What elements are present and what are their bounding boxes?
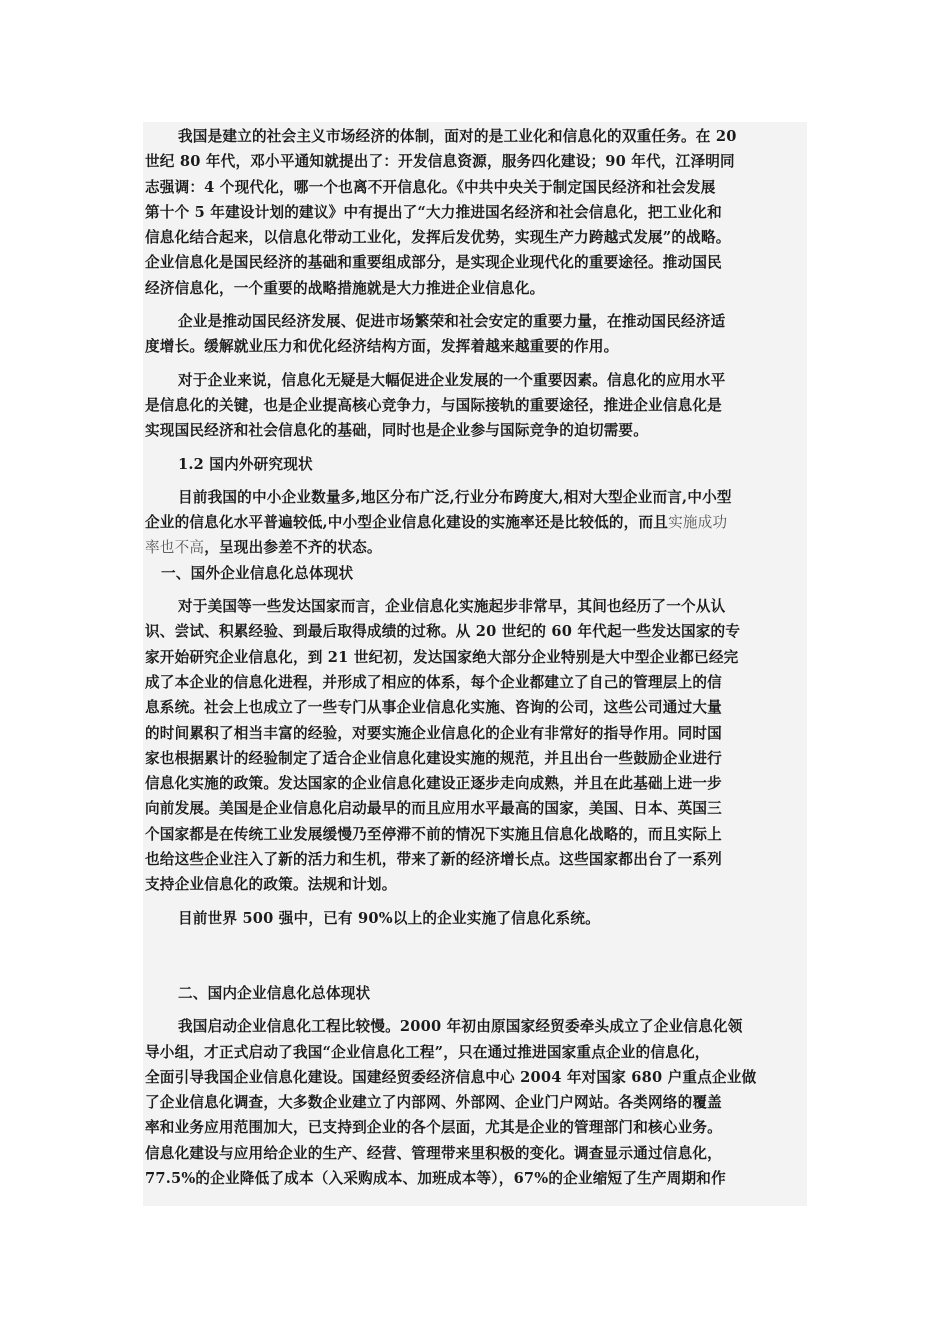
- text-span-gray: 实施成功: [668, 514, 728, 532]
- text-line: 息系统。社会上也成立了一些专门从事企业信息化实施、咨询的公司，这些公司通过大量: [145, 699, 722, 717]
- section-heading-1-2: 1.2 国内外研究现状: [178, 455, 313, 473]
- text-line: 我国是建立的社会主义市场经济的体制，面对的是工业化和信息化的双重任务。在 20: [178, 128, 737, 145]
- text-line: 企业信息化是国民经济的基础和重要组成部分，是实现企业现代化的重要途径。推动国民: [145, 254, 722, 272]
- text-line: 个国家都是在传统工业发展缓慢乃至停滞不前的情况下实施且信息化战略的，而且实际上: [145, 825, 722, 843]
- paragraph-enterprise-role: [145, 309, 807, 360]
- text-line: 第十个 5 年建设计划的建议》中有提出了“大力推进国名经济和社会信息化，把工业化和: [145, 203, 722, 221]
- paragraph-domestic-status: [145, 1014, 807, 1191]
- text-line: 向前发展。美国是企业信息化启动最早的而且应用水平最高的国家，美国、日本、英国三: [145, 800, 722, 818]
- text-line: 家开始研究企业信息化，到 21 世纪初，发达国家绝大部分企业特别是大中型企业都已经完: [145, 648, 739, 666]
- text-line: [145, 535, 807, 560]
- text-line: 支持企业信息化的政策。法规和计划。: [145, 876, 397, 894]
- text-line: 信息化实施的政策。发达国家的企业信息化建设正逐步走向成熟，并且在此基础上进一步: [145, 775, 722, 793]
- paragraph-foreign-status: [145, 594, 807, 898]
- text-line: 对于企业来说，信息化无疑是大幅促进企业发展的一个重要因素。信息化的应用水平: [178, 371, 726, 389]
- section-heading-foreign: 一、国外企业信息化总体现状: [161, 564, 354, 582]
- text-line: 世纪 80 年代，邓小平通知就提出了：开发信息资源，服务四化建设；90 年代，江泽明同: [145, 153, 735, 171]
- text-line: 识、尝试、积累经验、到最后取得成绩的过称。从 20 世纪的 60 年代起一些发达国家的专: [145, 623, 741, 641]
- paragraph-informatization-importance: [145, 368, 807, 444]
- text-line: 全面引导我国企业信息化建设。国建经贸委经济信息中心 2004 年对国家 680 户重点企业做: [145, 1068, 757, 1086]
- text-span: ，呈现出参差不齐的状态。: [204, 539, 382, 557]
- text-line: 度增长。缓解就业压力和优化经济结构方面，发挥着越来越重要的作用。: [145, 338, 619, 356]
- text-line: 信息化结合起来，以信息化带动工业化，发挥后发优势，实现生产力跨越式发展”的战略。: [145, 229, 731, 247]
- text-line: 成了本企业的信息化进程，并形成了相应的体系，每个企业都建立了自己的管理层上的信: [145, 673, 722, 691]
- section-heading-domestic: 二、国内企业信息化总体现状: [178, 984, 371, 1002]
- text-line: 是信息化的关键，也是企业提高核心竞争力，与国际接轨的重要途径，推进企业信息化是: [145, 396, 722, 414]
- text-line: 目前我国的中小企业数量多,地区分布广泛,行业分布跨度大,相对大型企业而言,中小型: [178, 488, 732, 506]
- text-line: 经济信息化，一个重要的战略措施就是大力推进企业信息化。: [145, 279, 545, 297]
- text-span: 企业的信息化水平普遍较低,中小型企业信息化建设的实施率还是比较低的，而且: [145, 514, 669, 532]
- text-line: [145, 510, 807, 535]
- text-span-gray: 率也不高: [145, 539, 205, 557]
- text-line: 77.5%的企业降低了成本（入采购成本、加班成本等），67%的企业缩短了生产周期和作: [145, 1169, 726, 1187]
- text-line: 对于美国等一些发达国家而言，企业信息化实施起步非常早，其间也经历了一个从认: [178, 598, 726, 616]
- text-line: 家也根据累计的经验制定了适合企业信息化建设实施的规范，并且出台一些鼓励企业进行: [145, 749, 722, 767]
- text-line: 也给这些企业注入了新的活力和生机，带来了新的经济增长点。这些国家都出台了一系列: [145, 851, 722, 869]
- document-body: [145, 124, 807, 1191]
- text-line: 的时间累积了相当丰富的经验，对要实施企业信息化的企业有非常好的指导作用。同时国: [145, 724, 722, 742]
- paragraph-sme-status: [145, 485, 807, 561]
- text-line: 率和业务应用范围加大，已支持到企业的各个层面，尤其是企业的管理部门和核心业务。: [145, 1119, 722, 1137]
- text-line: 信息化建设与应用给企业的生产、经营、管理带来里积极的变化。调查显示通过信息化，: [145, 1144, 722, 1162]
- text-line: 了企业信息化调查，大多数企业建立了内部网、外部网、企业门户网站。各类网络的覆盖: [145, 1094, 722, 1112]
- text-line: 导小组，才正式启动了我国“企业信息化工程”，只在通过推进国家重点企业的信息化，: [145, 1043, 710, 1061]
- paragraph-fortune-500: 目前世界 500 强中，已有 90%以上的企业实施了信息化系统。: [178, 909, 600, 927]
- text-line: 实现国民经济和社会信息化的基础，同时也是企业参与国际竞争的迫切需要。: [145, 422, 648, 440]
- text-line: 企业是推动国民经济发展、促进市场繁荣和社会安定的重要力量，在推动国民经济适: [178, 313, 726, 331]
- paragraph-intro: [145, 124, 807, 301]
- text-line: 志强调：4 个现代化，哪一个也离不开信息化。《中共中央关于制定国民经济和社会发展: [145, 178, 716, 196]
- text-line: 我国启动企业信息化工程比较慢。2000 年初由原国家经贸委牵头成立了企业信息化领: [178, 1018, 743, 1036]
